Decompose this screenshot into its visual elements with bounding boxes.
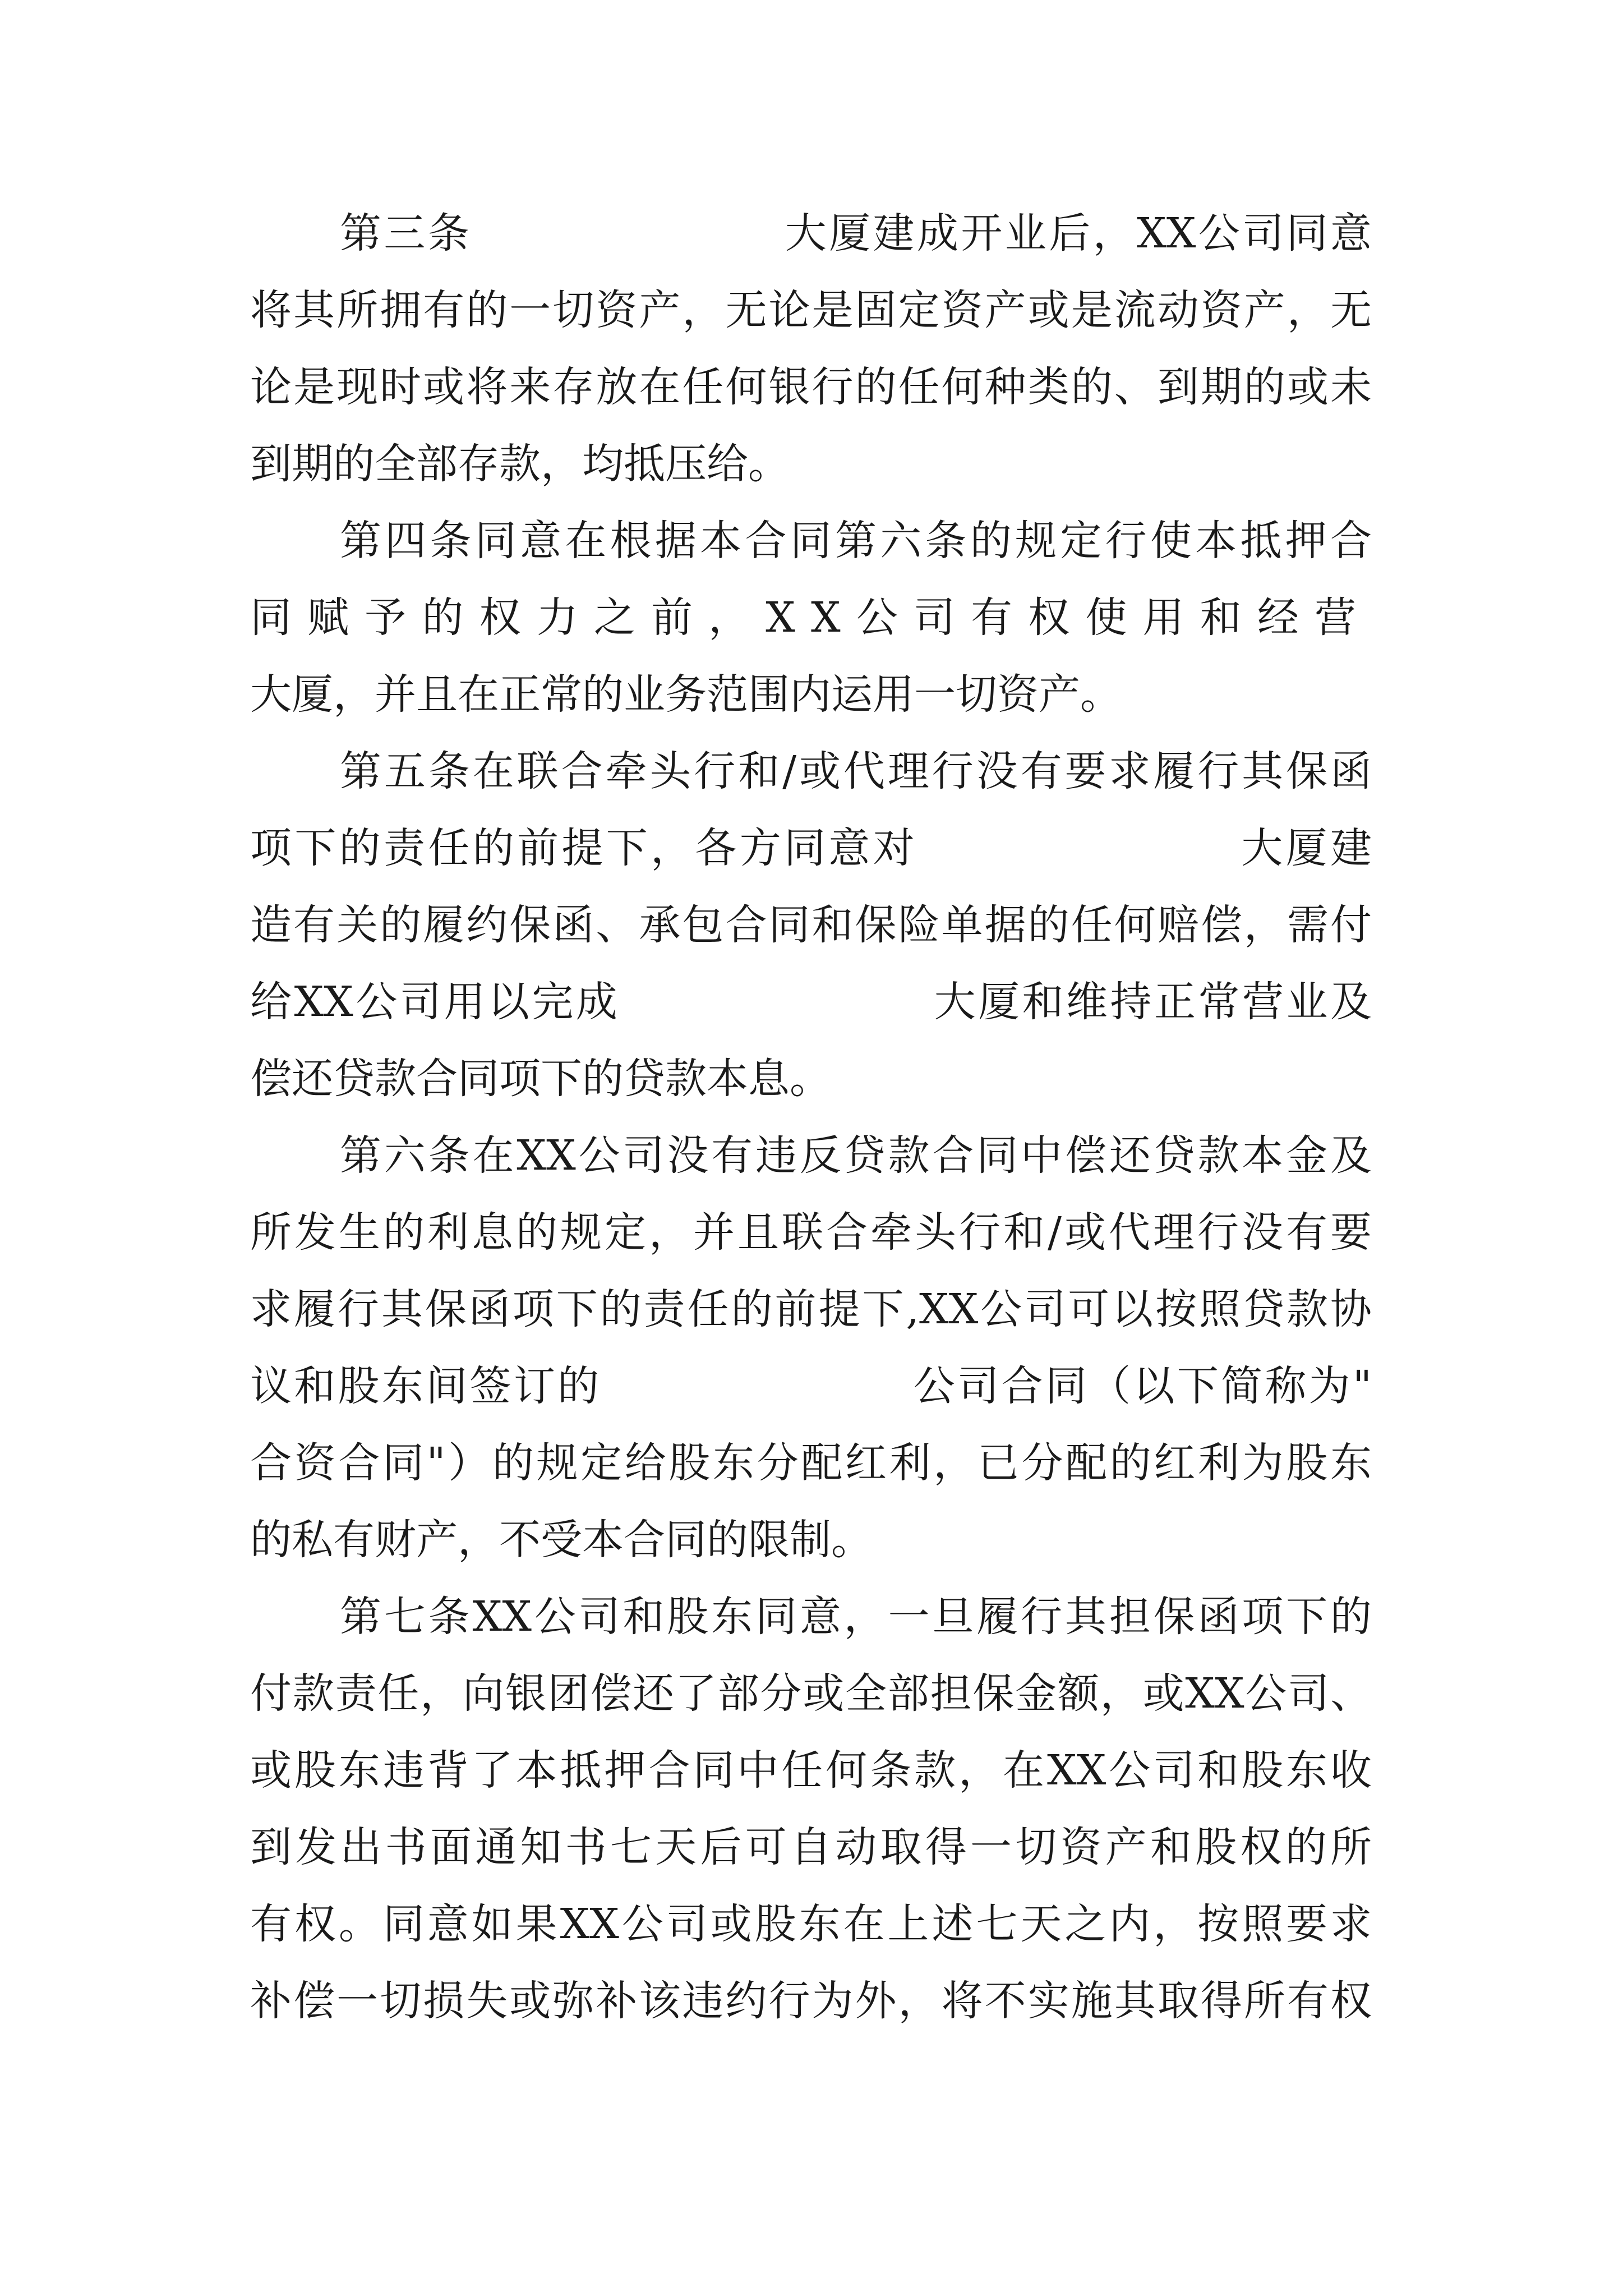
text-line: 造有关的履约保函、承包合同和保险单据的任何赔偿，需付 (250, 901, 1372, 949)
text-line: 有权。同意如果XX公司或股东在上述七天之内，按照要求 (250, 1900, 1372, 1948)
paragraph-article-4 (250, 503, 1372, 733)
text-line: 付款责任，向银团偿还了部分或全部担保金额，或XX公司、 (250, 1669, 1372, 1718)
text-line: 的私有财产，不受本合同的限制。 (250, 1516, 873, 1564)
text-line: 第五条在联合牵头行和/或代理行没有要求履行其保函 (340, 747, 1372, 795)
text-line: 第四条同意在根据本合同第六条的规定行使本抵押合 (340, 517, 1372, 565)
paragraph-article-5 (250, 733, 1372, 1117)
text-line: 偿还贷款合同项下的贷款本息。 (250, 1055, 831, 1103)
text-line: 将其所拥有的一切资产，无论是固定资产或是流动资产，无 (250, 286, 1372, 334)
text-line: 或股东违背了本抵押合同中任何条款，在XX公司和股东收 (250, 1746, 1372, 1795)
text-line: 求履行其保函项下的责任的前提下,XX公司可以按照贷款协 (250, 1285, 1372, 1333)
text-line: 第三条 大厦建成开业后，XX公司同意 (340, 209, 1372, 257)
paragraph-article-6 (250, 1117, 1372, 1579)
text-line: 补偿一切损失或弥补该违约行为外，将不实施其取得所有权 (250, 1977, 1372, 2025)
text-line: 大厦，并且在正常的业务范围内运用一切资产。 (250, 670, 1122, 719)
paragraph-article-7 (250, 1579, 1372, 2040)
text-line: 合资合同"）的规定给股东分配红利，已分配的红利为股东 (250, 1439, 1372, 1487)
text-line: 所发生的利息的规定，并且联合牵头行和/或代理行没有要 (250, 1208, 1372, 1257)
text-line: 第六条在XX公司没有违反贷款合同中偿还贷款本金及 (340, 1131, 1372, 1180)
text-line: 到期的全部存款，均抵压给。 (250, 440, 790, 488)
text-line: 给XX公司用以完成 大厦和维持正常营业及 (250, 978, 1372, 1026)
text-line: 第七条XX公司和股东同意，一旦履行其担保函项下的 (340, 1593, 1372, 1641)
text-line: 同赋予的权力之前，XX公司有权使用和经营 (250, 593, 1372, 642)
text-line: 议和股东间签订的 公司合同（以下简称为" (250, 1362, 1372, 1410)
paragraph-article-3 (250, 195, 1372, 503)
document-body (250, 195, 1372, 2040)
text-line: 到发出书面通知书七天后可自动取得一切资产和股权的所 (250, 1823, 1372, 1871)
text-line: 论是现时或将来存放在任何银行的任何种类的、到期的或未 (250, 363, 1372, 411)
text-line: 项下的责任的前提下，各方同意对 大厦建 (250, 824, 1372, 872)
